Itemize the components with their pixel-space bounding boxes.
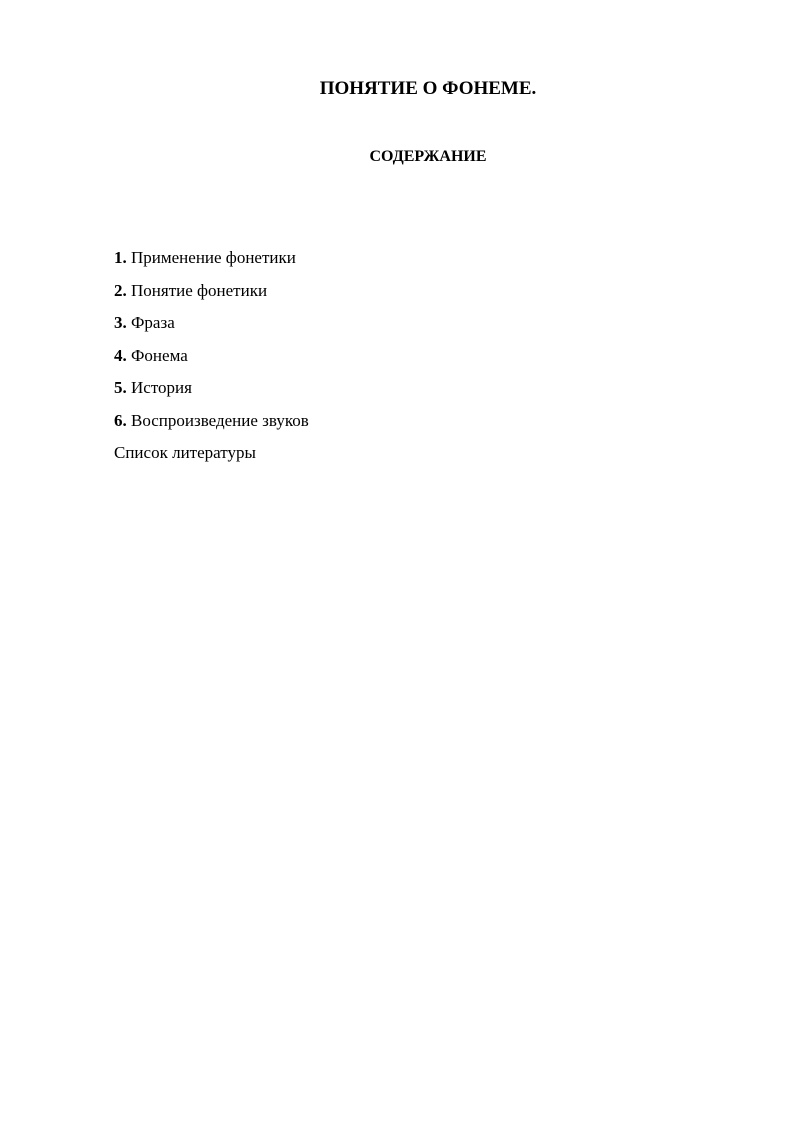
toc-item: [114, 405, 309, 438]
toc-item-label: Фонема: [131, 345, 188, 365]
toc-item: [114, 307, 309, 340]
document-title: ПОНЯТИЕ О ФОНЕМЕ.: [319, 78, 537, 99]
toc-item-label: Воспроизведение звуков: [131, 410, 309, 430]
toc-item-bibliography: [114, 437, 309, 470]
toc-item-number: 6.: [114, 410, 127, 430]
toc-item-label: Понятие фонетики: [131, 280, 268, 300]
toc-item: [114, 242, 309, 275]
toc-item: [114, 275, 309, 308]
toc-item: [114, 340, 309, 373]
toc-item-number: 3.: [114, 313, 127, 332]
toc-heading: СОДЕРЖАНИЕ: [369, 148, 487, 165]
toc-item-label: Применение фонетики: [131, 248, 296, 267]
toc-item-label: Фраза: [131, 313, 175, 332]
toc-item: [114, 372, 309, 405]
toc-item-number: 4.: [114, 345, 127, 365]
toc-item-number: 5.: [114, 378, 127, 397]
toc-item-number: 1.: [114, 248, 127, 267]
toc-item-number: 2.: [114, 280, 127, 300]
toc-item-label: Список литературы: [114, 443, 256, 462]
table-of-contents: [114, 242, 309, 470]
toc-item-label: История: [131, 378, 192, 397]
